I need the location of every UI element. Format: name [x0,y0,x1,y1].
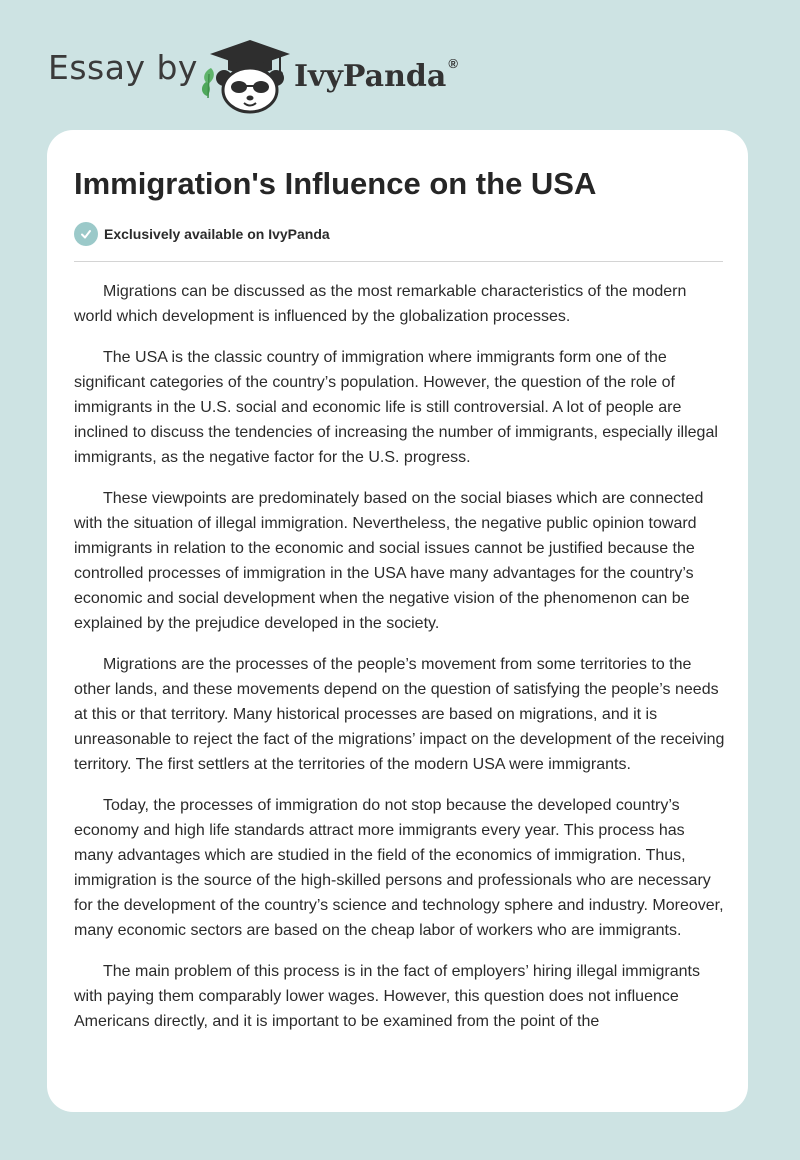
paragraph: These viewpoints are predominately based on the social biases which are connected with the situation of illegal immigration. Nevertheless, the negative public opinion toward immigrants in relation to the economic and social issues cannot be justified because the controlled processes of immigration in the USA have many advantages for the country’s economic and social development when the negative vision of the phenomenon can be explained by the prejudice developed in the society. [74,490,704,632]
check-icon [74,222,98,246]
paragraph: The USA is the classic country of immigration where immigrants form one of the significant categories of the country’s population. However, the question of the role of immigrants in the U.S. social and economic life is still controversial. A lot of people are inclined to discuss the tendencies of increasing the number of immigrants, especially illegal immigrants, as the negative factor for the U.S. progress. [74,349,718,466]
page-title: Immigration's Influence on the USA [74,166,597,201]
paragraph: Migrations can be discussed as the most remarkable characteristics of the modern world which development is influenced by the globalization processes. [74,283,687,325]
essay-card [47,130,748,1112]
exclusive-badge-label: Exclusively available on IvyPanda [104,226,330,242]
essay-body [74,279,726,1050]
registered-mark: ® [448,56,458,71]
exclusive-badge [74,222,330,246]
brand-name[interactable]: IvyPanda ® [294,56,458,94]
paragraph: Migrations are the processes of the people’s movement from some territories to the other lands, and these movements depend on the question of satisfying the people’s needs at this or that territory. Many historical processes are based on migrations, and it is unreasonable to reject the fact of the migrations’ impact on the development of the receiving territory. The first settlers at the territories of the modern USA were immigrants. [74,656,725,773]
divider [74,261,723,262]
paragraph: Today, the processes of immigration do not stop because the developed country’s economy and high life standards attract more immigrants every year. This process has many advantages which are studied in the field of the economics of immigration. Thus, immigration is the source of the high-skilled persons and professionals who are necessary for the development of the country’s science and technology sphere and industry. Moreover, many economic sectors are based on the cheap labor of workers who are immigrants. [74,797,724,939]
site-header [48,34,748,114]
paragraph: The main problem of this process is in the fact of employers’ hiring illegal immigrants with paying them comparably lower wages. However, this question does not influence Americans directly, and it is important to be examined from the point of the [74,963,700,1030]
essay-by-label: Essay by [48,48,198,87]
panda-logo-icon[interactable] [208,38,292,114]
